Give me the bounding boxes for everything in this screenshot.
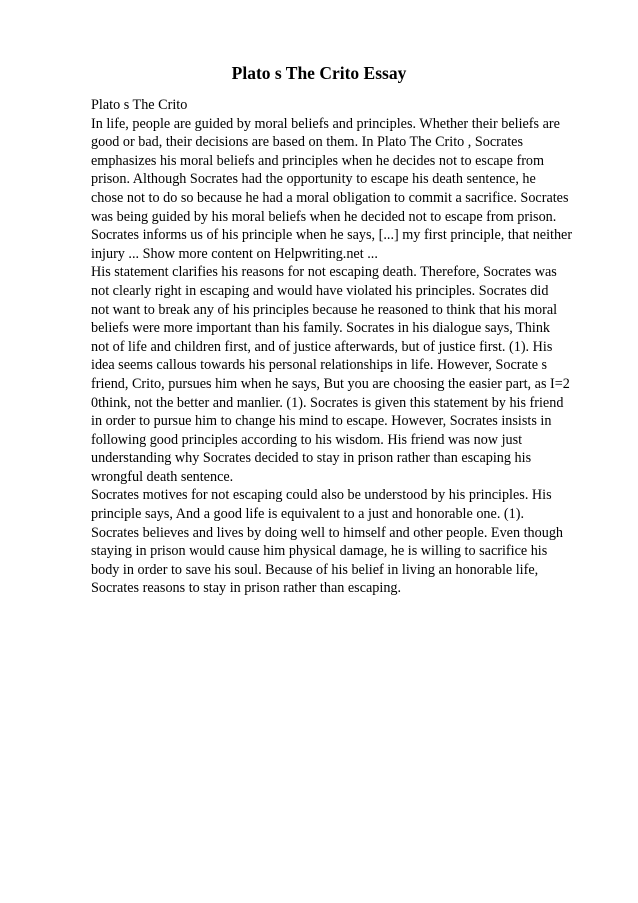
text-line: emphasizes his moral beliefs and principles when he decides not to escape from: [91, 152, 545, 169]
text-line: not clearly right in escaping and would have violated his principles. Socrates did: [91, 282, 549, 299]
text-line: wrongful death sentence.: [91, 468, 234, 485]
text-line: 0think, not the better and manlier. (1). Socrates is given this statement by his friend: [91, 394, 564, 411]
text-line: not of life and children first, and of justice afterwards, but of justice first. (1). His: [91, 338, 553, 355]
text-line: Socrates informs us of his principle when he says, [...] my first principle, that neither: [91, 227, 573, 244]
text-line: understanding why Socrates decided to stay in prison rather than escaping his: [91, 450, 532, 467]
text-line: body in order to save his soul. Because of his belief in living an honorable life,: [91, 561, 539, 578]
text-line: friend, Crito, pursues him when he says, But you are choosing the easier part, as I=2: [91, 375, 570, 392]
text-line: following good principles according to his wisdom. His friend was now just: [91, 431, 523, 448]
document-title: Plato s The Crito Essay: [231, 63, 407, 83]
text-line: staying in prison would cause him physical damage, he is willing to sacrifice his: [91, 543, 548, 560]
text-line: beliefs were more important than his family. Socrates in his dialogue says, Think: [91, 320, 551, 337]
text-line: not want to break any of his principles because he reasoned to think that his moral: [91, 301, 558, 318]
document-body: [91, 96, 591, 598]
text-line: principle says, And a good life is equivalent to a just and honorable one. (1).: [91, 506, 525, 523]
text-line: good or bad, their decisions are based on them. In Plato The Crito , Socrates: [91, 134, 523, 151]
text-line: Socrates motives for not escaping could also be understood by his principles. His: [91, 487, 552, 504]
text-line: In life, people are guided by moral beliefs and principles. Whether their beliefs are: [91, 115, 560, 132]
text-line: chose not to do so because he had a moral obligation to commit a sacrifice. Socrates: [91, 189, 569, 206]
text-line: Socrates reasons to stay in prison rather than escaping.: [91, 580, 402, 597]
text-line: Socrates believes and lives by doing well to himself and other people. Even though: [91, 524, 564, 541]
text-line: prison. Although Socrates had the opportunity to escape his death sentence, he: [91, 171, 536, 188]
text-line: idea seems callous towards his personal relationships in life. However, Socrate s: [91, 357, 548, 374]
text-line: Plato s The Crito: [91, 97, 188, 113]
text-line: His statement clarifies his reasons for not escaping death. Therefore, Socrates was: [91, 264, 557, 281]
text-line: was being guided by his moral beliefs when he decided not to escape from prison.: [91, 208, 557, 225]
text-line: in order to pursue him to change his mind to escape. However, Socrates insists in: [91, 413, 552, 430]
text-line: injury ... Show more content on Helpwriting.net ...: [91, 245, 378, 262]
